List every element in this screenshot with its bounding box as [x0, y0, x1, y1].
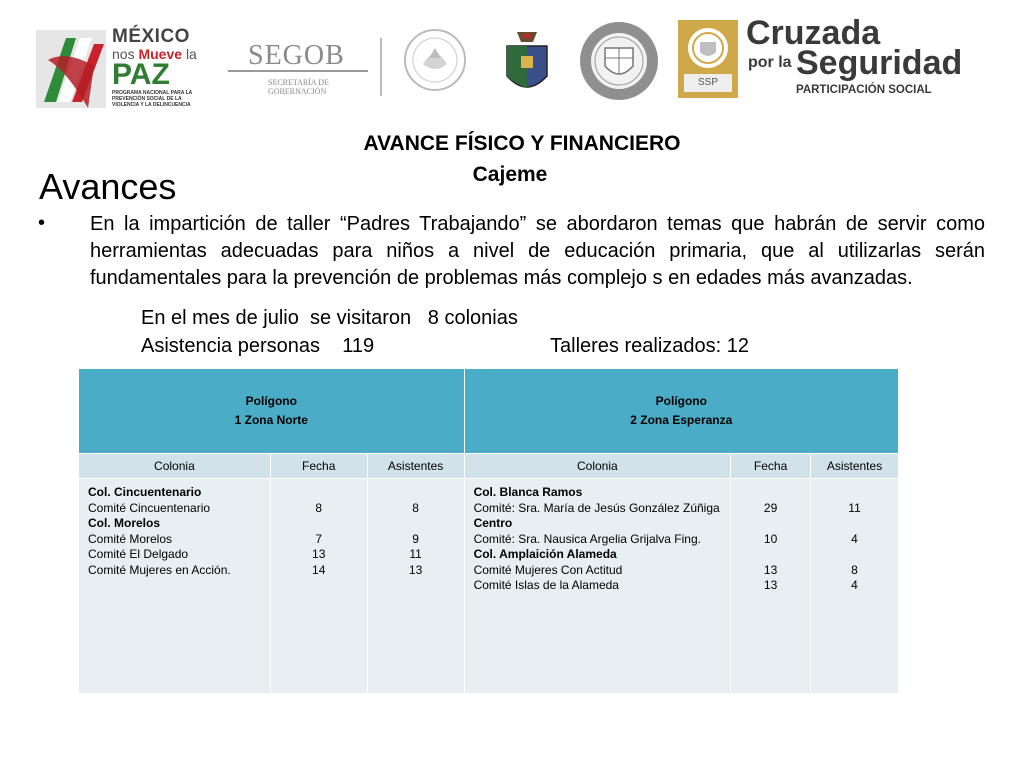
- group1-name: 1 Zona Norte: [234, 413, 308, 427]
- col-header-fecha: Fecha: [731, 454, 811, 479]
- colonia-name: Centro: [473, 516, 513, 530]
- colonia-name: Col. Cincuentenario: [88, 485, 202, 499]
- fecha-value: 13: [312, 547, 326, 561]
- description-paragraph: En la impartición de taller “Padres Trabajando” se abordaron temas que habrán de servir como herramientas adecuadas para niños a nivel de educación primaria, que al utilizarlas serán fundamentales para la prevención de problemas más complejo s en edades más avanzadas.: [90, 213, 985, 289]
- bullet-icon: •: [38, 212, 46, 234]
- logo-mexico-paz: PAZ: [112, 58, 170, 91]
- col-header-asistentes: Asistentes: [367, 454, 464, 479]
- col-header-colonia: Colonia: [79, 454, 271, 479]
- group1-colonia-cell: [79, 479, 271, 694]
- colonia-name: Col. Blanca Ramos: [473, 485, 583, 499]
- comite-name: Comité Cincuentenario: [88, 500, 211, 515]
- asistentes-value: 4: [851, 531, 858, 546]
- summary-colonias: En el mes de julio se visitaron 8 colonias: [141, 307, 518, 329]
- colonia-name: Col. Morelos: [88, 516, 161, 530]
- logo-mexico-nos: nos: [112, 46, 135, 62]
- colonia-name: Col. Amplaición Alameda: [473, 547, 617, 561]
- group2-name: 2 Zona Esperanza: [630, 413, 733, 427]
- asistentes-value: [368, 485, 464, 501]
- col-header-fecha: Fecha: [270, 454, 367, 479]
- logo-mexico-mueve: Mueve: [138, 46, 183, 62]
- fecha-value: 14: [312, 562, 326, 577]
- cruzada-line1: Cruzada: [746, 14, 881, 52]
- asistentes-value: 9: [412, 531, 419, 546]
- group1-asistentes-cell: [367, 479, 464, 694]
- group2-header: [464, 369, 898, 454]
- group1-header: [79, 369, 465, 454]
- comite-name: Comité: Sra. Nausica Argelia Grijalva Fing.: [473, 531, 701, 546]
- asistentes-value: [368, 516, 464, 532]
- fecha-value: 10: [763, 531, 778, 546]
- asistentes-value: 8: [412, 500, 419, 515]
- logo-divider: [380, 38, 382, 96]
- logo-mexico-caption: PROGRAMA NACIONAL PARA LA PREVENCIÓN SOCIAL DE LA VIOLENCIA Y LA DELINCUENCIA: [112, 90, 193, 108]
- comite-name: Comité Morelos: [88, 531, 173, 546]
- asistentes-value: 11: [848, 500, 861, 515]
- asistentes-value: [811, 485, 898, 501]
- cruzada-participacion: PARTICIPACIÓN SOCIAL: [796, 84, 932, 96]
- comite-name: Comité Islas de la Alameda: [473, 578, 619, 592]
- ssp-badge: SSP: [684, 74, 732, 92]
- fecha-value: [731, 485, 810, 501]
- summary-talleres: Talleres realizados: 12: [550, 335, 749, 357]
- col-header-colonia: Colonia: [464, 454, 731, 479]
- group1-fecha-cell: [270, 479, 367, 694]
- avances-table: [78, 368, 899, 694]
- fecha-value: [271, 516, 367, 532]
- cruzada-seguridad-logo: [678, 14, 968, 102]
- fecha-value: 7: [315, 531, 323, 546]
- asistentes-value: 8: [851, 562, 858, 577]
- asistentes-value: 4: [851, 578, 858, 592]
- fecha-value: 13: [763, 562, 778, 577]
- col-header-asistentes: Asistentes: [811, 454, 899, 479]
- asistentes-value: [811, 547, 898, 563]
- escudo-cajeme-icon: [503, 28, 551, 100]
- mexico-flag-emblem-icon: [36, 30, 106, 112]
- page-title: AVANCE FÍSICO Y FINANCIERO: [363, 132, 681, 155]
- asistentes-value: 13: [408, 562, 423, 577]
- logo-mexico-line1: MÉXICO: [112, 26, 190, 47]
- segob-caption-2: GOBERNACIÓN: [268, 87, 327, 96]
- group2-colonia-cell: [464, 479, 731, 694]
- page-subtitle: Cajeme: [472, 163, 548, 186]
- ssp-seal-icon: [686, 26, 730, 70]
- cruzada-por-la: por la: [748, 54, 792, 71]
- group2-label: Polígono: [655, 394, 707, 408]
- segob-name: SEGOB: [248, 40, 345, 71]
- comite-name: Comité Mujeres en Acción.: [88, 562, 231, 577]
- sonora-seal-icon: [578, 20, 660, 102]
- group1-label: Polígono: [245, 394, 297, 408]
- fecha-value: [731, 547, 810, 563]
- segob-caption-1: SECRETARÍA DE: [268, 78, 329, 87]
- fecha-value: 8: [315, 500, 323, 515]
- asistentes-value: [811, 516, 898, 532]
- comite-name: Comité El Delgado: [88, 547, 189, 561]
- mexico-paz-logo: [36, 26, 201, 112]
- fecha-value: 13: [763, 578, 778, 592]
- fecha-value: 29: [763, 500, 778, 515]
- group2-fecha-cell: [731, 479, 811, 694]
- group2-asistentes-cell: [811, 479, 899, 694]
- fecha-value: [271, 485, 367, 501]
- fecha-value: [731, 516, 810, 532]
- asistentes-value: 11: [409, 547, 422, 561]
- section-heading: Avances: [39, 166, 177, 207]
- logo-mexico-la: la: [185, 46, 197, 62]
- summary-asistencia: Asistencia personas 119: [141, 335, 375, 357]
- comite-name: Comité Mujeres Con Actitud: [473, 562, 623, 577]
- escudo-nacional-icon: [403, 28, 467, 92]
- cruzada-seguridad: Seguridad: [796, 44, 963, 82]
- comite-name: Comité: Sra. María de Jesús González Zúñiga: [473, 500, 720, 515]
- segob-logo: [228, 38, 368, 98]
